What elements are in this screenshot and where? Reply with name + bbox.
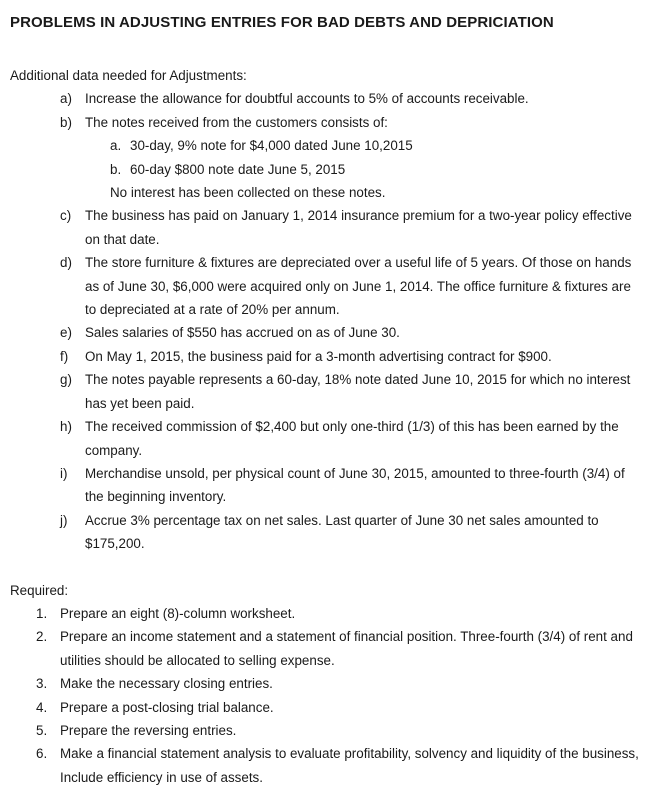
list-item-text: The business has paid on January 1, 2014 insurance premium for a two-year policy effective on that date.	[85, 208, 632, 247]
page-title: PROBLEMS IN ADJUSTING ENTRIES FOR BAD DEBTS AND DEPRICIATION	[10, 14, 554, 31]
list-item-text: On May 1, 2015, the business paid for a 3-month advertising contract for $900.	[85, 348, 552, 364]
list-item-text: 30-day, 9% note for $4,000 dated June 10,2015	[130, 138, 413, 154]
list-item-text: The notes payable represents a 60-day, 18% note dated June 10, 2015 for which no interest has yet been paid.	[85, 372, 631, 411]
required-item-3	[10, 672, 640, 695]
adjustment-item-h	[10, 415, 640, 462]
list-marker: e)	[60, 325, 72, 341]
list-item-text: Accrue 3% percentage tax on net sales. Last quarter of June 30 net sales amounted to $175,200.	[85, 512, 599, 552]
adjustment-item-f	[10, 345, 640, 368]
list-marker: 4.	[36, 699, 48, 715]
list-marker: b.	[110, 161, 122, 177]
list-item-text: 60-day $800 note date June 5, 2015	[130, 161, 346, 177]
adjustment-item-e	[10, 321, 640, 344]
list-marker: f)	[60, 348, 69, 364]
list-marker: 6.	[36, 746, 48, 762]
document-body	[10, 64, 640, 789]
adjustments-heading: Additional data needed for Adjustments:	[10, 68, 247, 83]
list-item-text: Prepare an income statement and a statement of financial position. Three-fourth (3/4) of rent and utilities should be allocated to selling expense.	[60, 629, 633, 668]
required-item-4	[10, 696, 640, 719]
list-marker: a.	[110, 138, 122, 154]
list-item-text: Sales salaries of $550 has accrued on as of June 30.	[85, 325, 400, 341]
list-item-text: The store furniture & fixtures are depreciated over a useful life of 5 years. Of those on hands as of June 30, $6,000 were acquired only on June 1, 2014. The office furniture & fixtures are to depreciated at a rate of 20% per annum.	[85, 255, 632, 318]
adjustment-item-g	[10, 368, 640, 415]
list-item-text: Merchandise unsold, per physical count of June 30, 2015, amounted to three-fourth (3/4) of the beginning inventory.	[85, 465, 625, 505]
list-marker: j)	[60, 512, 68, 528]
list-marker: g)	[60, 372, 72, 388]
required-item-5	[10, 719, 640, 742]
notes-footer: No interest has been collected on these notes.	[110, 185, 386, 201]
section-spacer	[10, 556, 640, 579]
list-item-text: The received commission of $2,400 but only one-third (1/3) of this has been earned by the company.	[85, 419, 619, 458]
adjustment-item-c	[10, 204, 640, 251]
list-item-text: Prepare the reversing entries.	[60, 722, 237, 738]
list-marker: h)	[60, 419, 72, 435]
list-marker: d)	[60, 255, 72, 271]
list-item-text: Prepare a post-closing trial balance.	[60, 699, 274, 715]
required-heading: Required:	[10, 582, 69, 598]
list-marker: i)	[60, 465, 68, 481]
list-item-text: Prepare an eight (8)-column worksheet.	[60, 605, 296, 621]
list-item-text: Increase the allowance for doubtful accounts to 5% of accounts receivable.	[85, 91, 529, 107]
list-item-text: The notes received from the customers consists of:	[85, 114, 388, 130]
adjustment-item-d	[10, 251, 640, 321]
adjustment-item-b	[10, 111, 640, 134]
adjustments-list	[10, 87, 640, 555]
required-item-1	[10, 602, 640, 625]
list-marker: 3.	[36, 676, 48, 692]
list-marker: a)	[60, 91, 72, 107]
required-list	[10, 602, 640, 789]
list-item-text: Make the necessary closing entries.	[60, 676, 273, 692]
list-marker: b)	[60, 114, 72, 130]
list-marker: 1.	[36, 605, 48, 621]
adjustment-item-i	[10, 462, 640, 509]
required-item-2	[10, 625, 640, 672]
adjustment-item-j	[10, 509, 640, 556]
note-item-a	[10, 134, 640, 157]
list-marker: 2.	[36, 629, 48, 645]
note-item-b	[10, 158, 640, 181]
list-item-text: Make a financial statement analysis to evaluate profitability, solvency and liquidity of the business, Include efficiency in use of assets.	[60, 746, 639, 785]
list-marker: c)	[60, 208, 72, 224]
adjustment-item-a	[10, 87, 640, 110]
list-marker: 5.	[36, 722, 48, 738]
required-item-6	[10, 742, 640, 789]
